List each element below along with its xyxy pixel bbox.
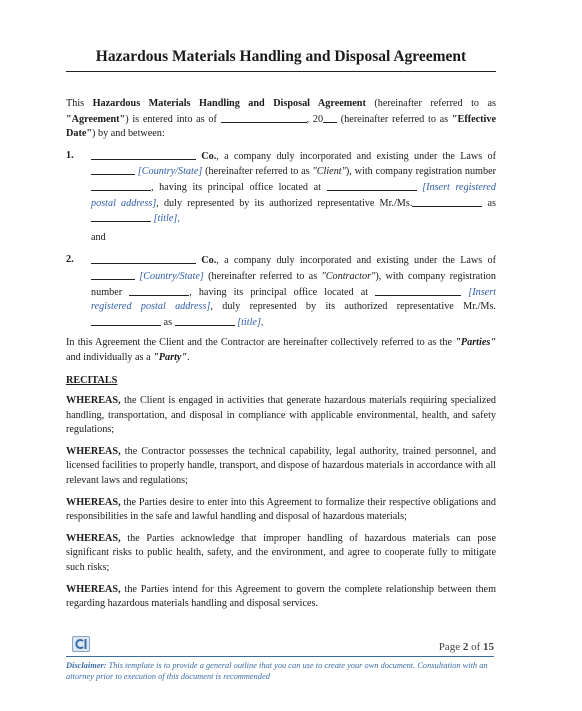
party-1-name-blank[interactable]	[91, 149, 196, 160]
party-1-title-blank[interactable]	[91, 211, 151, 222]
party-2-title-blank[interactable]	[175, 315, 235, 326]
party-2-representative-blank[interactable]	[91, 315, 161, 326]
party-1-clause: 1. Co., a company duly incorporated and existing under the Laws of [Country/State] (hereinafter referred to as "Client"), with company registration number , having its principal office located at [Insert registered postal address], duly represented by its authorized representative Mr./Ms. as [title],	[66, 149, 497, 225]
party-2-country-blank[interactable]	[91, 269, 135, 280]
recital-4: WHEREAS, the Parties acknowledge that improper handling of hazardous materials can pose significant risks to public health, safety, and the environment, and agree to cooperate fully to mitigate such risks;	[66, 532, 496, 574]
page-number: Page 2 of 15	[438, 641, 494, 653]
document-body	[66, 97, 496, 619]
party-1-country-blank[interactable]	[91, 164, 135, 175]
recital-2: WHEREAS, the Contractor possesses the technical capability, legal authority, trained personnel, and licensed facilities to properly handle, transport, and dispose of hazardous materials in accordance with all relevant laws and regulations;	[66, 445, 496, 487]
footer-divider	[66, 656, 494, 657]
recitals-heading: RECITALS	[66, 374, 118, 386]
document-title: Hazardous Materials Handling and Disposal Agreement	[66, 48, 496, 72]
party-1-address-blank[interactable]	[327, 180, 417, 191]
party-1-registration-blank[interactable]	[91, 180, 151, 191]
intro-paragraph: This Hazardous Materials Handling and Disposal Agreement (hereinafter referred to as "Agreement") is entered into as of , 20 (hereinafter referred to as "Effective Date") by and between:	[66, 98, 497, 140]
logo-icon	[72, 636, 90, 652]
party-2-name-blank[interactable]	[91, 253, 196, 264]
party-2-clause: 2. Co., a company duly incorporated and existing under the Laws of [Country/State] (hereinafter referred to as "Contractor"), with company registration number , having its principal office located at [Insert registered postal address], duly represented by its authorized representative Mr./Ms. as [title],	[66, 254, 497, 328]
date-blank[interactable]	[221, 112, 307, 123]
recital-5: WHEREAS, the Parties intend for this Agreement to govern the complete relationship between them regarding hazardous materials handling and disposal services.	[66, 583, 496, 610]
recital-1: WHEREAS, the Client is engaged in activities that generate hazardous materials requiring specialized handling, transportation, and disposal in compliance with applicable environmental, health, and safety regulations;	[66, 395, 496, 436]
party-2-registration-blank[interactable]	[129, 285, 189, 296]
party-1-representative-blank[interactable]	[412, 196, 482, 207]
recital-3: WHEREAS, the Parties desire to enter into this Agreement to formalize their respective obligations and responsibilities in the safe and lawful handling and disposal of hazardous materials;	[66, 496, 496, 523]
disclaimer: Disclaimer: This template is to provide a general outline that you can use to create your own document. Consultation with an attorney prior to execution of this document is recommended	[66, 661, 488, 681]
parties-definition: In this Agreement the Client and the Contractor are hereinafter collectively referred to as the "Parties" and individually as a "Party".	[66, 337, 496, 363]
party-2-address-blank[interactable]	[375, 285, 461, 296]
year-blank[interactable]	[323, 112, 337, 123]
and-text: and	[91, 231, 106, 243]
